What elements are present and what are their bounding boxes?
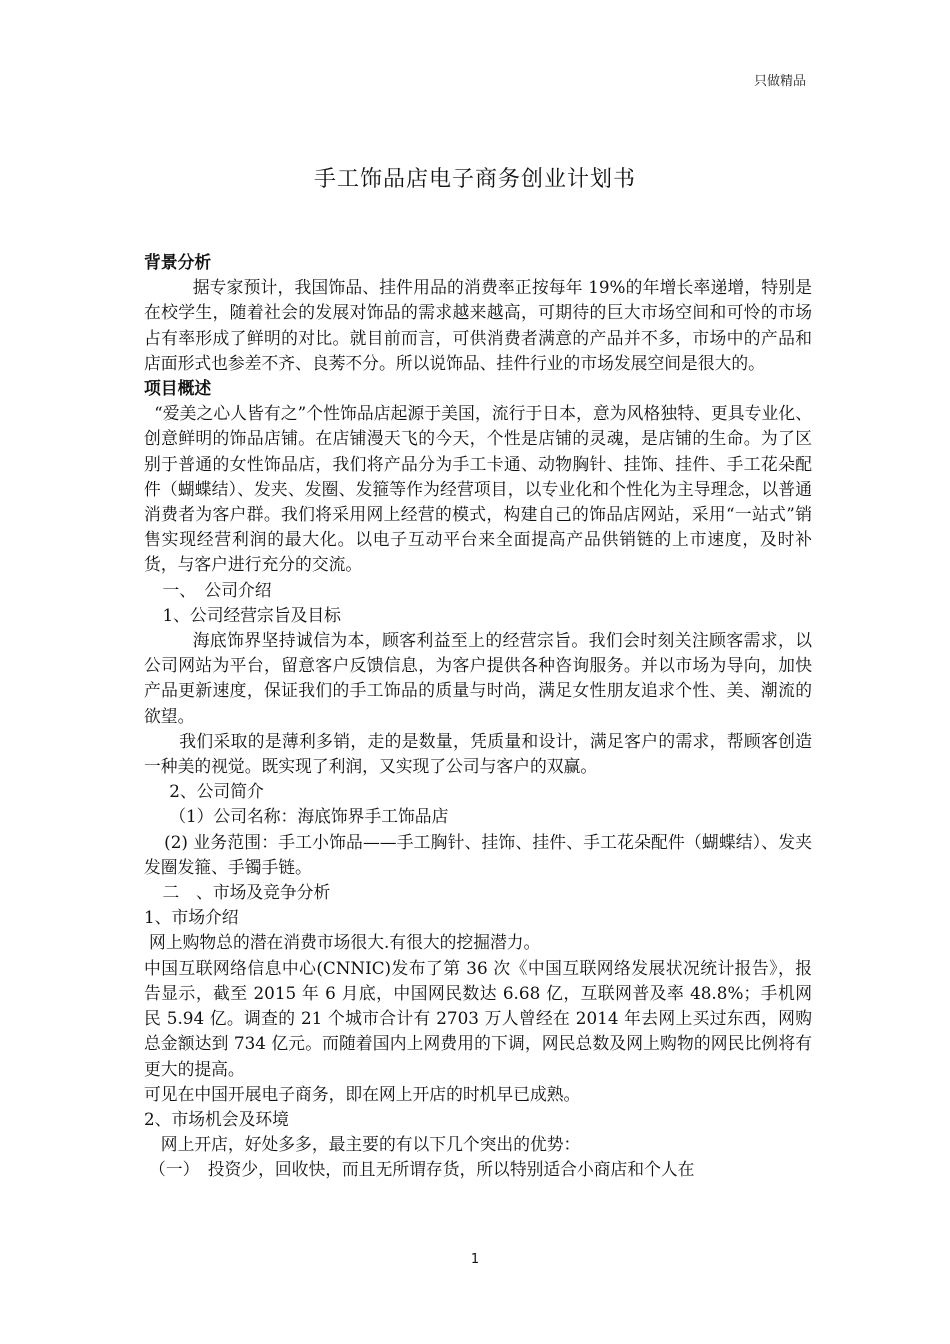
part1-sub2-item-1: （1）公司名称：海底饰界手工饰品店 [169, 806, 449, 827]
part2-sub2-paragraph-1: 网上开店，好处多多，最主要的有以下几个突出的优势： [160, 1134, 581, 1155]
part2-sub2-paragraph-2: （一） 投资少，回收快，而且无所谓存货，所以特别适合小商店和个人在 [149, 1159, 695, 1180]
background-paragraph: 据专家预计，我国饰品、挂件用品的消费率正按每年 19%的年增长率递增，特别是在校学生，随着社会的发展对饰品的需求越来越高，可期待的巨大市场空间和可怜的市场占有率形成了鲜明的对比。就目前而言，可供消费者满意的产品并不多，市场中的产品和店面形式也参差不齐、良莠不分。所以说饰品、挂件行业的市场发展空间是很大的。 [144, 277, 812, 373]
part2-heading: 二 、市场及竞争分析 [162, 882, 331, 903]
part2-sub1-heading: 1、市场介绍 [144, 907, 239, 928]
overview-paragraph: “爱美之心人皆有之”个性饰品店起源于美国，流行于日本，意为风格独特、更具专业化、创意鲜明的饰品店铺。在店铺漫天飞的今天，个性是店铺的灵魂，是店铺的生命。为了区别于普通的女性饰品店，我们将产品分为手工卡通、动物胸针、挂饰、挂件、手工花朵配件（蝴蝶结）、发夹、发圈、发箍等作为经营项目，以专业化和个性化为主导理念，以普通消费者为客户群。我们将采用网上经营的模式，构建自己的饰品店网站，采用“一站式”销售实现经营利润的最大化。以电子互动平台来全面提高产品供销链的上市速度，及时补货，与客户进行充分的交流。 [144, 403, 812, 575]
section-heading-overview: 项目概述 [144, 378, 212, 399]
part1-sub2-heading: 2、公司简介 [169, 781, 264, 802]
part2-sub1-paragraph-3: 可见在中国开展电子商务，即在网上开店的时机早已成熟。 [144, 1083, 581, 1104]
header-note: 只做精品 [753, 74, 806, 89]
part1-sub2-item-2: (2) 业务范围：手工小饰品——手工胸针、挂饰、挂件、手工花朵配件（蝴蝶结）、发夹发圈发箍、手镯手链。 [144, 831, 812, 877]
part2-sub1-paragraph-2: 中国互联网络信息中心(CNNIC)发布了第 36 次《中国互联网络发展状况统计报告》，报告显示，截至 2015 年 6 月底，中国网民数达 6.68 亿，互联网普及率 48.8%；手机网民 5.94 亿。调查的 21 个城市合计有 2703 万人曾经在 2014 年去网上买过东西，网购总金额达到 734 亿元。而随着国内上网费用的下调，网民总数及网上购物的网民比例将有更大的提高。 [144, 957, 812, 1079]
part1-sub1-paragraph-1: 海底饰界坚持诚信为本，顾客利益至上的经营宗旨。我们会时刻关注顾客需求，以公司网站为平台，留意客户反馈信息，为客户提供各种咨询服务。并以市场为导向，加快产品更新速度，保证我们的手工饰品的质量与时尚，满足女性朋友追求个性、美、潮流的欲望。 [144, 630, 812, 726]
page-number: 1 [470, 1252, 480, 1267]
document-title: 手工饰品店电子商务创业计划书 [313, 167, 636, 192]
section-heading-background: 背景分析 [144, 252, 212, 272]
part1-sub1-paragraph-2: 我们采取的是薄利多销，走的是数量，凭质量和设计，满足客户的需求，帮顾客创造一种美的视觉。既实现了利润，又实现了公司与客户的双赢。 [144, 730, 812, 777]
part2-sub2-heading: 2、市场机会及环境 [144, 1108, 289, 1129]
part1-heading: 一、 公司介绍 [162, 579, 272, 600]
part1-sub1-heading: 1、公司经营宗旨及目标 [162, 604, 341, 625]
part2-sub1-paragraph-1: 网上购物总的潜在消费市场很大.有很大的挖掘潜力。 [149, 932, 541, 953]
document-body [144, 250, 812, 1183]
